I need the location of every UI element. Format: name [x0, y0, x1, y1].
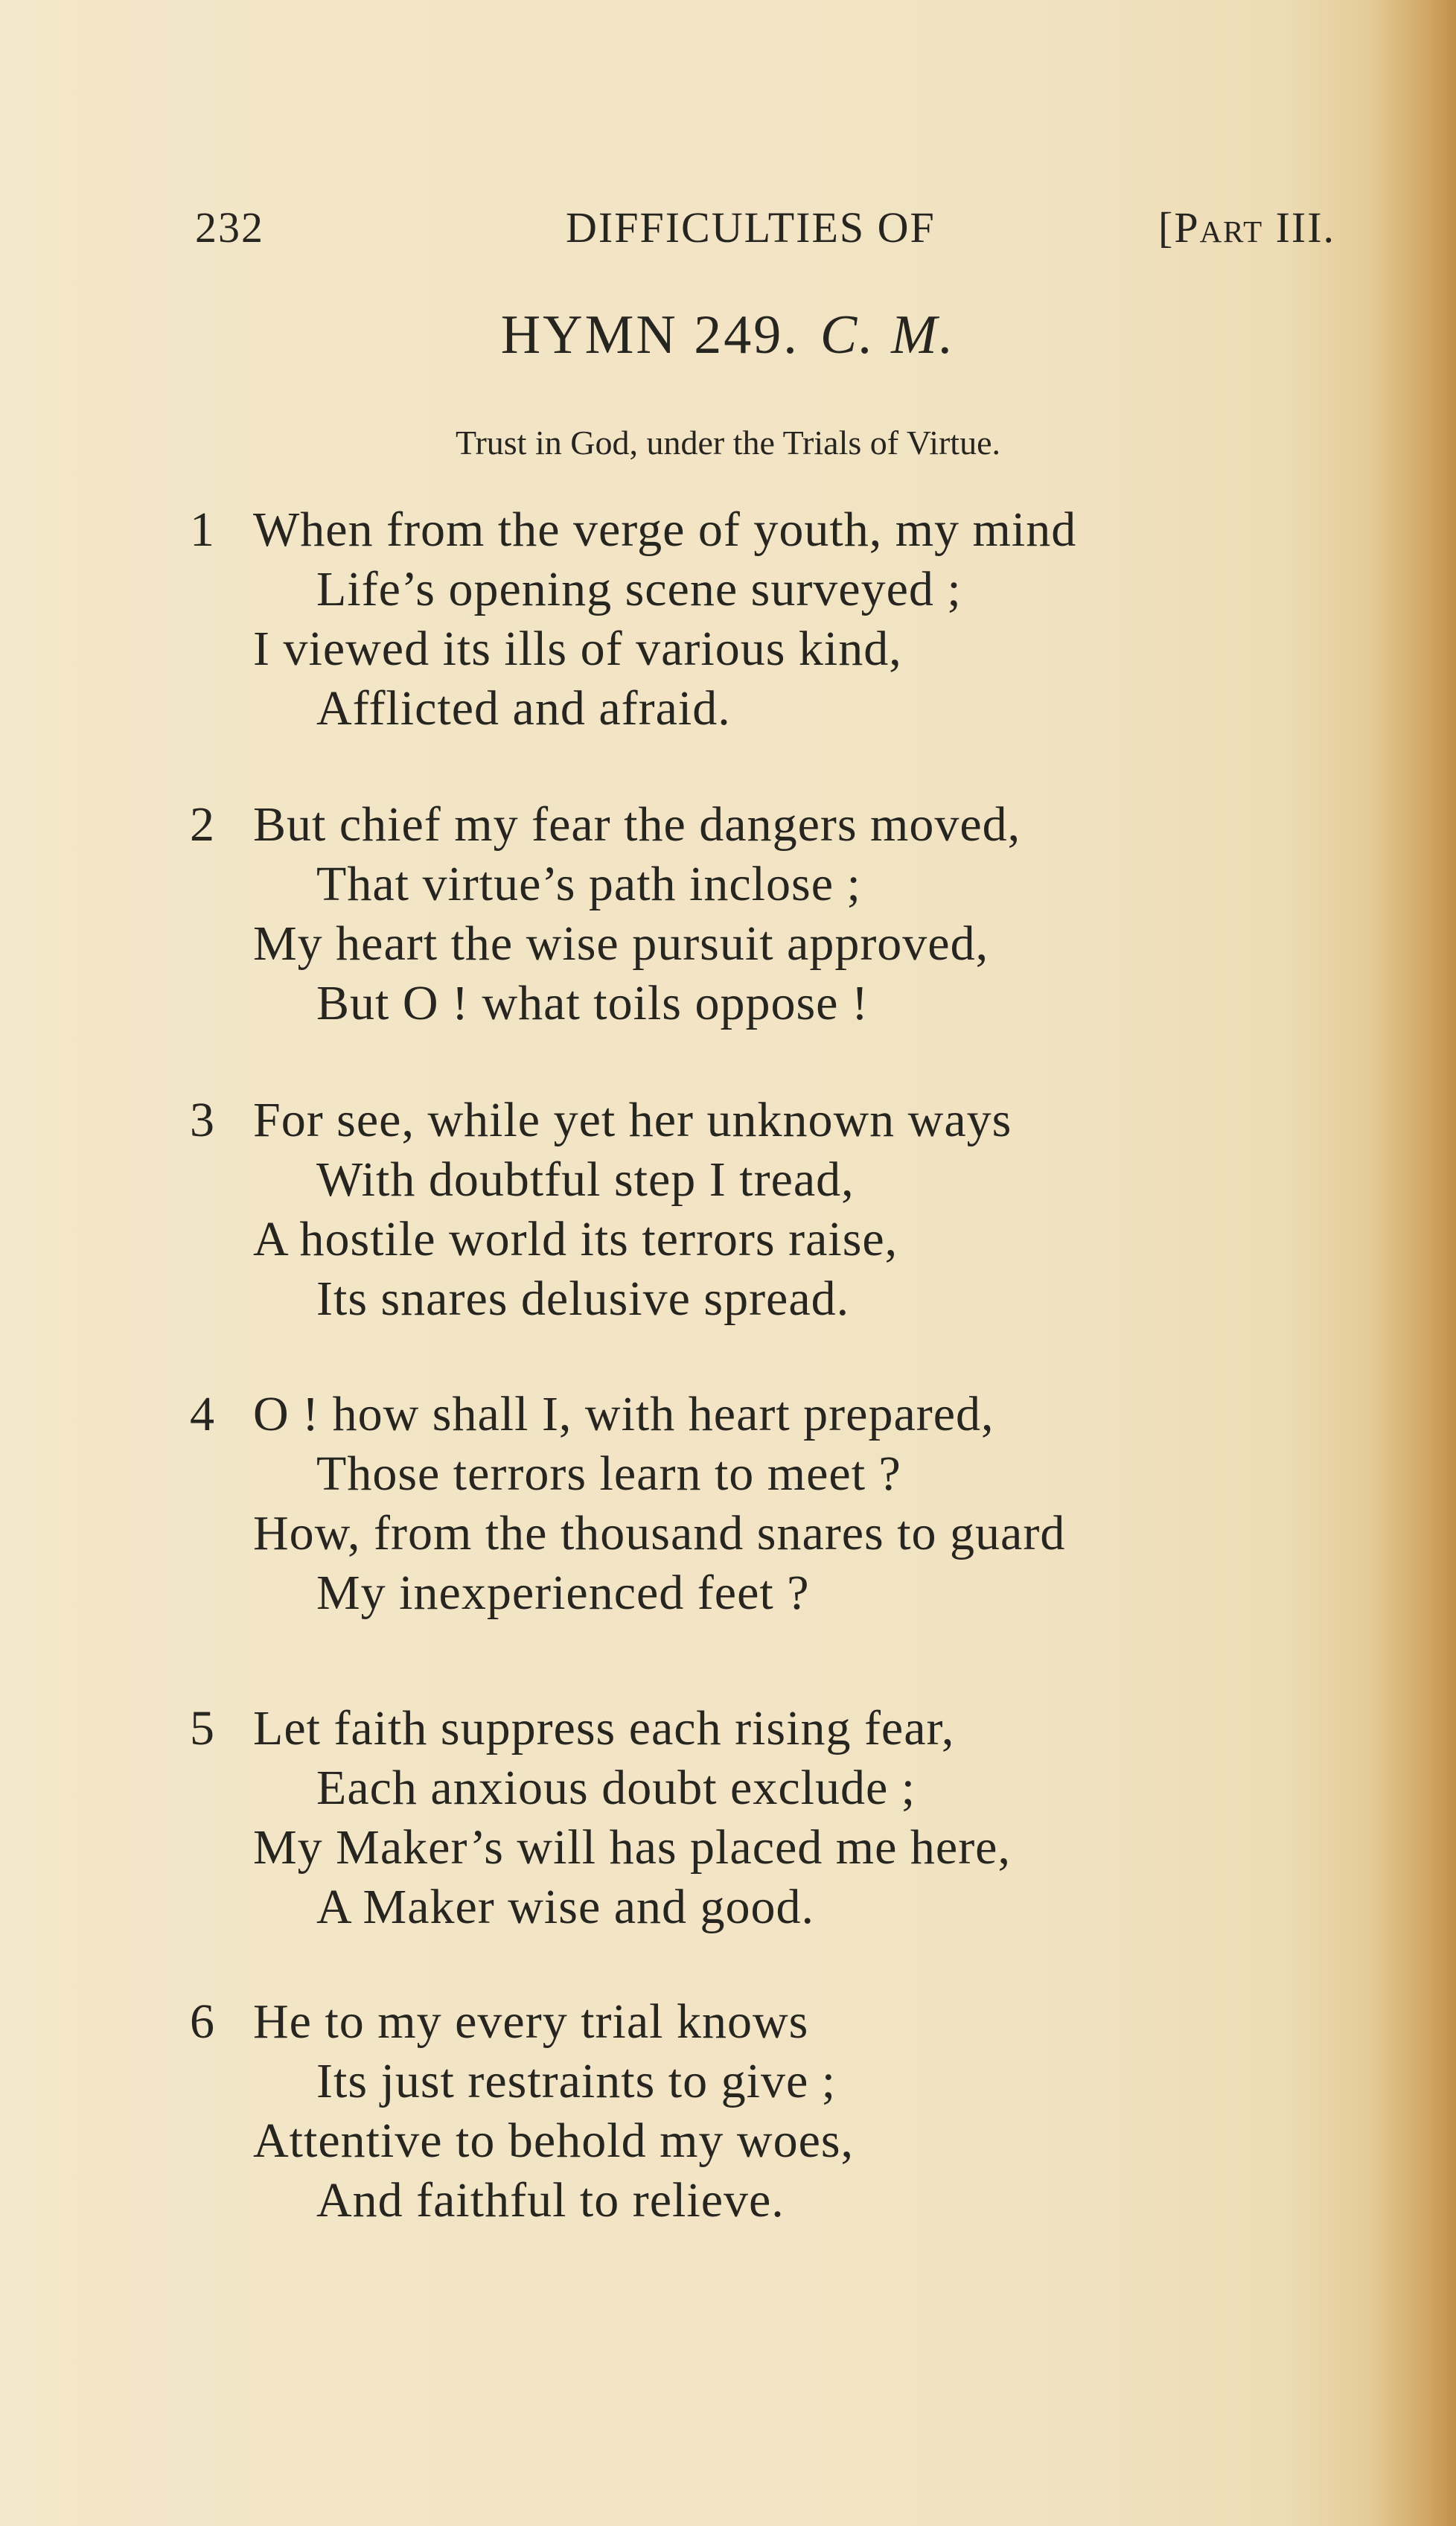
- verse-line: My heart the wise pursuit approved,: [253, 916, 989, 971]
- verse-line: He to my every trial knows: [253, 1994, 809, 2049]
- verse-line: With doubtful step I tread,: [316, 1152, 855, 1207]
- verse-line: O ! how shall I, with heart prepared,: [253, 1387, 994, 1441]
- verse-line: Each anxious doubt exclude ;: [316, 1761, 916, 1815]
- verse-line: And faithful to relieve.: [316, 2173, 785, 2227]
- verse-line: But chief my fear the dangers moved,: [253, 797, 1021, 852]
- verse-number: 5: [190, 1701, 214, 1755]
- verse-line: For see, while yet her unknown ways: [253, 1093, 1012, 1147]
- verse-line: I viewed its ills of various kind,: [253, 622, 902, 676]
- verse-line: Attentive to behold my woes,: [253, 2114, 855, 2168]
- section-title: DIFFICULTIES OF: [566, 203, 936, 252]
- verse-number: 4: [190, 1387, 214, 1441]
- verse-line: Afflicted and afraid.: [316, 681, 731, 736]
- verse-line: A Maker wise and good.: [316, 1880, 815, 1934]
- verse-number: 6: [190, 1994, 214, 2049]
- verse-number: 2: [190, 797, 214, 852]
- part-label: [Part III.: [1158, 203, 1336, 252]
- verse-line: Its just restraints to give ;: [316, 2054, 837, 2108]
- hymn-meter: C. M.: [820, 304, 956, 366]
- verse-line: That virtue’s path inclose ;: [316, 857, 861, 911]
- verse-line: My Maker’s will has placed me here,: [253, 1820, 1011, 1875]
- page-number: 232: [195, 203, 264, 252]
- verse-line: My inexperienced feet ?: [316, 1566, 810, 1620]
- verse-line: Let faith suppress each rising fear,: [253, 1701, 955, 1755]
- verse-line: How, from the thousand snares to guard: [253, 1506, 1066, 1560]
- verse-line: When from the verge of youth, my mind: [253, 503, 1077, 557]
- verse-line: Those terrors learn to meet ?: [316, 1447, 901, 1501]
- running-head: [0, 202, 1456, 255]
- verse-number: 1: [190, 503, 214, 557]
- verse-line: A hostile world its terrors raise,: [253, 1212, 898, 1266]
- hymn-number: HYMN 249.: [500, 304, 799, 366]
- verse-number: 3: [190, 1093, 214, 1147]
- hymn-title: [0, 304, 1456, 367]
- verse-line: Life’s opening scene surveyed ;: [316, 562, 962, 616]
- verse-line: Its snares delusive spread.: [316, 1272, 850, 1326]
- verse-line: But O ! what toils oppose !: [316, 976, 869, 1030]
- hymn-subtitle: Trust in God, under the Trials of Virtue.: [455, 424, 1000, 462]
